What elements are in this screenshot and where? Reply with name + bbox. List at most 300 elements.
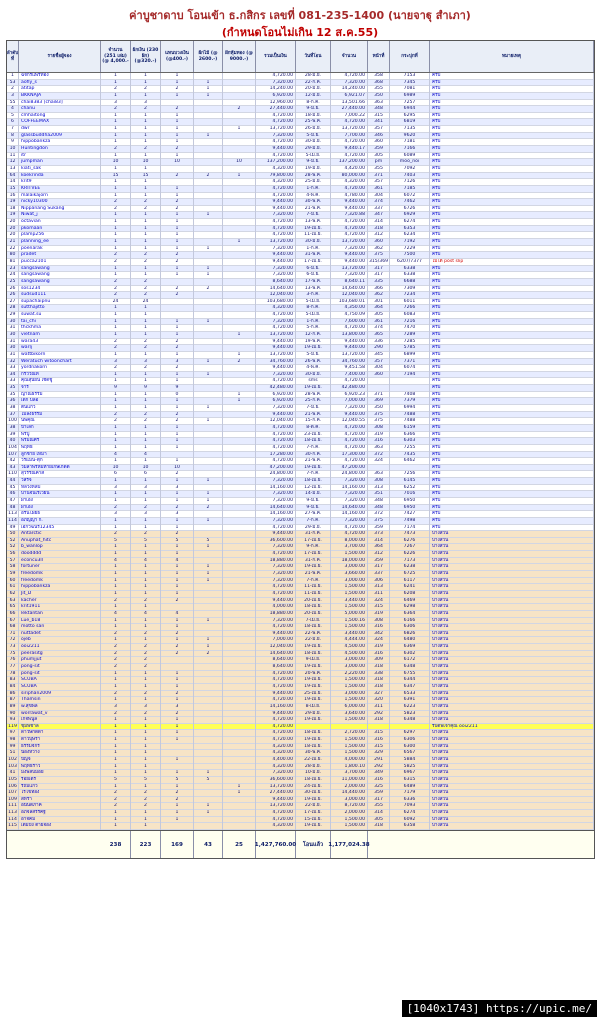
table-row [7,239,594,246]
cell-col-date: 30-พ.ค. [296,750,331,757]
cell-col-gold [223,226,256,233]
cell-col-wood [194,139,223,146]
cell-col-name: dwr [19,126,101,133]
cell-col-jar: 7179 [390,790,430,797]
cell-col-clip: 1 [161,478,194,485]
cell-col-total: 36,600.00 [256,777,296,784]
cell-col-total: 7,320.00 [256,518,296,525]
cell-col-clip: 2 [161,259,194,266]
cell-col-name: pong-sit [19,671,101,678]
cell-col-page: 315/369 [368,258,389,264]
cell-col-note: บางส่วน [430,531,594,538]
cell-col-page: 318 [368,226,390,233]
cell-col-amount: 6,920.23 [331,392,368,399]
cell-col-index: 25 [7,279,19,286]
cell-col-date: 19-เม.ย. [296,737,331,744]
table-row [7,146,594,153]
table-body [7,73,594,830]
cell-col-jar: 6967 [390,770,430,777]
cell-col-jar: 6303 [390,438,430,445]
cell-col-name: jumpman [19,159,101,166]
cell-col-gold [223,405,256,412]
cell-col-name: w.สุขพล [19,704,101,711]
cell-col-page: 360 [368,239,390,246]
cell-col-units: 1 [101,671,131,678]
cell-col-date: 19-เม.ย. [296,697,331,704]
cell-col-units: 1 [101,405,131,412]
cell-col-silver: 1 [131,784,161,791]
table-row [7,491,594,498]
cell-col-units: 1 [101,717,131,724]
cell-col-jar: 6688 [390,279,430,286]
cell-col-date: 19-เม.ย. [296,677,331,684]
cell-col-units: 2 [101,86,131,93]
cell-col-page: 305 [368,817,390,824]
cell-col-gold [223,179,256,186]
cell-col-page: 347 [368,212,390,219]
cell-col-units: 3 [101,100,131,107]
cell-col-name: hippobankza [19,139,101,146]
cell-col-name: koekrinda [19,173,101,180]
cell-col-units: 1 [101,810,131,817]
cell-col-total: 7,320.00 [256,491,296,498]
cell-col-date: 18-เม.ย. [296,478,331,485]
cell-col-note: บางส่วน [430,803,594,810]
cell-col-date: 8-ก.ค. [296,305,331,312]
cell-col-date: 21-พ.ค. [296,412,331,419]
cell-col-jar: 7498 [390,518,430,525]
cell-col-jar: 6989 [390,93,430,100]
cell-col-index: 52 [7,544,19,551]
cell-col-clip: 1 [161,737,194,744]
cell-col-jar: 6338 [390,266,430,273]
cell-col-units: 1 [101,591,131,598]
cell-col-page: 316 [368,651,390,658]
cell-col-clip [161,279,194,286]
cell-col-units: 1 [101,119,131,126]
cell-col-jar: 6234 [390,232,430,239]
cell-col-gold [223,730,256,737]
cell-col-page [368,385,390,392]
cell-col-amount: 4,420.00 [331,166,368,173]
cell-col-page: 335 [368,279,390,286]
cell-col-note: ครบ [430,212,594,219]
cell-col-units: 1 [101,372,131,379]
cell-col-jar [390,465,430,472]
cell-col-date: 31-ก.ค. [296,558,331,565]
cell-col-name: cmhaitong [19,113,101,120]
cell-col-silver: 1 [131,770,161,777]
cell-col-clip: 3 [161,485,194,492]
cell-col-gold [223,266,256,273]
cell-col-index: 46 [7,491,19,498]
cell-col-wood [194,119,223,126]
cell-col-jar: 6338 [390,272,430,279]
cell-col-note: ครบ [430,398,594,405]
cell-col-silver: 1 [131,239,161,246]
cell-col-units: 1 [101,478,131,485]
header-col-clip: แหนบวงเงิน (@400.-) [161,41,194,72]
table-row [7,637,594,644]
cell-col-name: sangsawang [19,266,101,273]
cell-col-clip: 1 [161,113,194,120]
cell-col-gold [223,478,256,485]
cell-col-page: 357 [368,126,390,133]
cell-col-date: 7-ก.ค. [296,578,331,585]
booking-table [6,40,595,859]
cell-col-index: 106 [7,784,19,791]
cell-col-total: 17,280.00 [256,452,296,459]
cell-col-date: 30-มิ.ย. [296,139,331,146]
cell-col-clip: 5 [161,777,194,784]
cell-col-page: 349 [368,770,390,777]
cell-col-amount: 1,500.00 [331,737,368,744]
cell-col-clip: 1 [161,332,194,339]
cell-col-index: 111 [7,803,19,810]
cell-col-wood [194,730,223,737]
table-row [7,418,594,425]
cell-col-total: 4,720.00 [256,219,296,226]
cell-col-name: Jit_D [19,591,101,598]
cell-col-jar: 6755 [390,671,430,678]
cell-col-amount: 4,720.00 [331,325,368,332]
cell-col-silver: 1 [131,637,161,644]
cell-col-note: ครบ [430,279,594,286]
cell-col-silver: 1 [131,744,161,751]
cell-col-gold [223,86,256,93]
cell-col-silver: 2 [131,252,161,259]
cell-col-page: 316 [368,777,390,784]
cell-col-amount: 4,720.00 [331,432,368,439]
cell-col-wood [194,591,223,598]
cell-col-date: 21-พ.ค. [296,571,331,578]
cell-col-note: ครบ [430,465,594,472]
cell-col-wood [194,737,223,744]
cell-col-index: 60 [7,578,19,585]
table-row [7,551,594,558]
cell-col-date: 8-ต.ค. [296,425,331,432]
cell-col-note: บางส่วน [430,817,594,824]
cell-col-date: 4-พ.ค. [296,365,331,372]
cell-col-jar: 7435 [390,452,430,459]
cell-col-name: vietnam [19,332,101,339]
cell-col-date: 20-เม.ย. [296,598,331,605]
cell-col-wood [194,598,223,605]
cell-col-gold [223,153,256,160]
cell-col-note: ครบ [430,272,594,279]
cell-col-name: hippobankza [19,584,101,591]
cell-col-page: 372 [368,511,390,518]
cell-col-silver: 1 [131,764,161,771]
cell-col-note: บางส่วน [430,571,594,578]
cell-col-amount: 4,750.09 [331,312,368,319]
cell-col-units: 2 [101,146,131,153]
cell-col-note: ครบ [430,392,594,399]
cell-col-silver: 2 [131,644,161,651]
cell-col-gold [223,292,256,299]
cell-col-units: 1 [101,226,131,233]
cell-col-total: 4,720.00 [256,73,296,80]
cell-col-units: 2 [101,651,131,658]
cell-col-wood [194,73,223,80]
cell-col-page: 317 [368,564,390,571]
cell-col-index: 24 [7,272,19,279]
cell-col-units: 1 [101,305,131,312]
table-row [7,292,594,299]
cell-col-page: 313 [368,485,390,492]
cell-col-units: 3 [101,704,131,711]
cell-col-clip: 2 [161,106,194,113]
cell-col-total: 14,160.00 [256,511,296,518]
cell-col-amount: 2,000.00 [331,810,368,817]
cell-col-amount: 7,320.88 [331,212,368,219]
cell-col-date: 26-มิ.ย. [296,126,331,133]
cell-col-jar: 6929 [390,212,430,219]
cell-col-jar: 7255 [390,445,430,452]
table-row [7,398,594,405]
cell-col-total: 4,720.00 [256,445,296,452]
cell-col-units: 1 [101,578,131,585]
cell-col-amount: 2,000.00 [331,784,368,791]
cell-col-clip [161,604,194,611]
cell-col-amount: 1,500.16 [331,618,368,625]
cell-col-clip: 1 [161,325,194,332]
cell-col-silver: 1 [131,551,161,558]
cell-col-jar: 6826 [390,631,430,638]
cell-col-wood [194,153,223,160]
cell-col-note: ครบ [430,485,594,492]
cell-col-silver: 1 [131,458,161,465]
cell-col-note: ครบ [430,385,594,392]
cell-col-silver: 1 [131,478,161,485]
cell-col-total: 4,720.00 [256,226,296,233]
cell-col-wood [194,106,223,113]
cell-col-jar: 7470 [390,325,430,332]
cell-col-wood [194,166,223,173]
cell-col-index: 51 [7,750,19,757]
cell-col-wood [194,365,223,372]
cell-col-page: 375 [368,518,390,525]
cell-col-amount: 9,451.58 [331,365,368,372]
table-row [7,212,594,219]
cell-col-date: 18-เม.ย. [296,777,331,784]
cell-col-gold [223,232,256,239]
cell-col-gold [223,279,256,286]
cell-col-clip: 1 [161,803,194,810]
cell-col-index: 27 [7,299,19,306]
cell-col-clip: 2 [161,345,194,352]
cell-col-page: 359 [368,790,390,797]
cell-col-units: 1 [101,730,131,737]
cell-col-name: Niwat_j [19,212,101,219]
cell-col-index: 26 [7,286,19,293]
cell-col-name: อภิญญา ก. [19,518,101,525]
cell-col-clip: 1 [161,186,194,193]
cell-col-gold: 1 [223,126,256,133]
cell-col-jar: 7500 [390,252,430,259]
cell-col-date: 9-มิ.ย. [296,498,331,505]
cell-col-date: 30-ก.ค. [296,452,331,459]
cell-col-date: 28-พ.ค. [296,392,331,399]
cell-col-units: 2 [101,631,131,638]
cell-col-name: ดาวิษกิดดา [19,730,101,737]
cell-col-total: 7,320.00 [256,133,296,140]
cell-col-jar: moo_noi [390,159,430,166]
cell-col-clip [161,657,194,664]
cell-col-gold [223,724,256,731]
cell-col-name: หลวงหลบ [19,485,101,492]
cell-col-gold [223,750,256,757]
cell-col-jar: 6725 [390,571,430,578]
header-col-gold: ฝักหุ้มทอง (@ 9000.-) [223,41,256,72]
cell-col-page: 291 [368,757,390,764]
cell-col-note: บางส่วน [430,564,594,571]
cell-col-name: บานจืนเรเวียน [19,491,101,498]
cell-col-note: ครบ [430,498,594,505]
table-row [7,458,594,465]
cell-col-total: 7,000.00 [256,637,296,644]
cell-col-units: 1 [101,458,131,465]
cell-col-page: 314 [368,538,390,545]
cell-col-units: 2 [101,598,131,605]
cell-col-amount: 103,680.01 [331,299,368,306]
table-row [7,498,594,505]
cell-col-note: ครบ [430,525,594,532]
cell-col-name: kacher [19,598,101,605]
cell-col-total: 7,320.00 [256,246,296,253]
cell-col-amount [331,724,368,731]
cell-col-page: 316 [368,737,390,744]
cell-col-date: 17-พ.ค. [296,279,331,286]
cell-col-index: 20 [7,232,19,239]
cell-col-jar: 7403 [390,173,430,180]
cell-col-date: 18-เม.ย. [296,604,331,611]
cell-col-units: 3 [101,359,131,366]
table-row [7,717,594,724]
cell-col-gold [223,637,256,644]
cell-col-gold [223,624,256,631]
cell-col-index: 20 [7,226,19,233]
cell-col-clip: 1 [161,684,194,691]
cell-col-jar: 9620 [390,133,430,140]
cell-col-note: ครบ [430,405,594,412]
cell-col-index: 6 [7,119,19,126]
cell-col-index: 26 [7,292,19,299]
cell-col-note: ครบ [430,232,594,239]
cell-col-units: 1 [101,179,131,186]
cell-col-total: 4,720.00 [256,551,296,558]
cell-col-note: ครบ [430,299,594,306]
header-col-units: จำนวน (251 เล่ม) (@ 4,000.- [101,41,131,72]
cell-col-jar: 6950 [390,505,430,512]
cell-col-clip: 1 [161,219,194,226]
cell-col-name: ธรรมจักร [19,744,101,751]
cell-col-index: 59 [7,571,19,578]
cell-col-wood: 1 [194,644,223,651]
cell-col-wood [194,179,223,186]
cell-col-amount: 5,000.00 [331,611,368,618]
cell-col-amount: 4,720.00 [331,139,368,146]
cell-col-units: 1 [101,325,131,332]
cell-col-wood [194,584,223,591]
cell-col-date: 1-ก.ค. [296,319,331,326]
table-row [7,259,594,266]
cell-col-units: 1 [101,525,131,532]
cell-col-amount: 3,000.00 [331,664,368,671]
cell-col-clip: 1 [161,445,194,452]
cell-col-amount: 9,440.00 [331,206,368,213]
cell-col-page: 320 [368,697,390,704]
table-row [7,252,594,259]
cell-col-silver: 1 [131,697,161,704]
cell-col-clip: 2 [161,252,194,259]
cell-col-total: 79,800.00 [256,173,296,180]
cell-col-note: ครบ [430,445,594,452]
cell-col-note: ไม่ได้ post slip [430,259,594,266]
table-row [7,737,594,744]
cell-col-units: 24 [101,299,131,306]
cell-col-clip: 1 [161,817,194,824]
cell-col-silver: 1 [131,817,161,824]
cell-col-jar: 6074 [390,365,430,372]
cell-col-jar: 6353 [390,226,430,233]
cell-col-silver: 1 [131,212,161,219]
cell-col-clip: 1 [161,133,194,140]
cell-col-total: 14,240.00 [256,86,296,93]
cell-col-amount: 14,640.00 [331,286,368,293]
table-row [7,591,594,598]
cell-col-wood [194,292,223,299]
cell-col-page: 351 [368,491,390,498]
cell-col-note: ครบ [430,80,594,87]
table-row [7,671,594,678]
cell-col-amount: 1,500.00 [331,584,368,591]
cell-col-total: 14,160.00 [256,704,296,711]
cell-col-units: 1 [101,133,131,140]
footer-total-silver: 223 [131,831,161,858]
cell-col-date: 6-มิ.ย. [296,272,331,279]
cell-col-note: ครบ [430,471,594,478]
cell-col-wood: 1 [194,418,223,425]
cell-col-amount: 1,800.10 [331,764,368,771]
cell-col-date: 19-เม.ย. [296,644,331,651]
cell-col-units: 1 [101,584,131,591]
cell-col-page: 375 [368,418,390,425]
cell-col-page: 292 [368,764,390,771]
cell-col-wood [194,126,223,133]
cell-col-silver: 2 [131,292,161,299]
cell-col-gold [223,452,256,459]
cell-col-date: 13-พ.ค. [296,219,331,226]
cell-col-total: 8,640.00 [256,664,296,671]
cell-col-note: ครบ [430,126,594,133]
cell-col-date: 15-เม.ย. [296,817,331,824]
cell-col-gold [223,319,256,326]
cell-col-silver: 4 [131,611,161,618]
cell-col-silver: 1 [131,405,161,412]
cell-col-date: 27-พ.ค. [296,511,331,518]
footer-total-wood: 43 [194,831,223,858]
cell-col-silver: 2 [131,106,161,113]
cell-col-gold [223,777,256,784]
cell-col-gold: 10 [223,159,256,166]
cell-col-gold [223,166,256,173]
cell-col-amount: 42,480.00 [331,385,368,392]
table-row [7,764,594,771]
cell-col-clip: 1 [161,458,194,465]
cell-col-page: 371 [368,173,390,180]
cell-col-note: บางส่วน [430,591,594,598]
